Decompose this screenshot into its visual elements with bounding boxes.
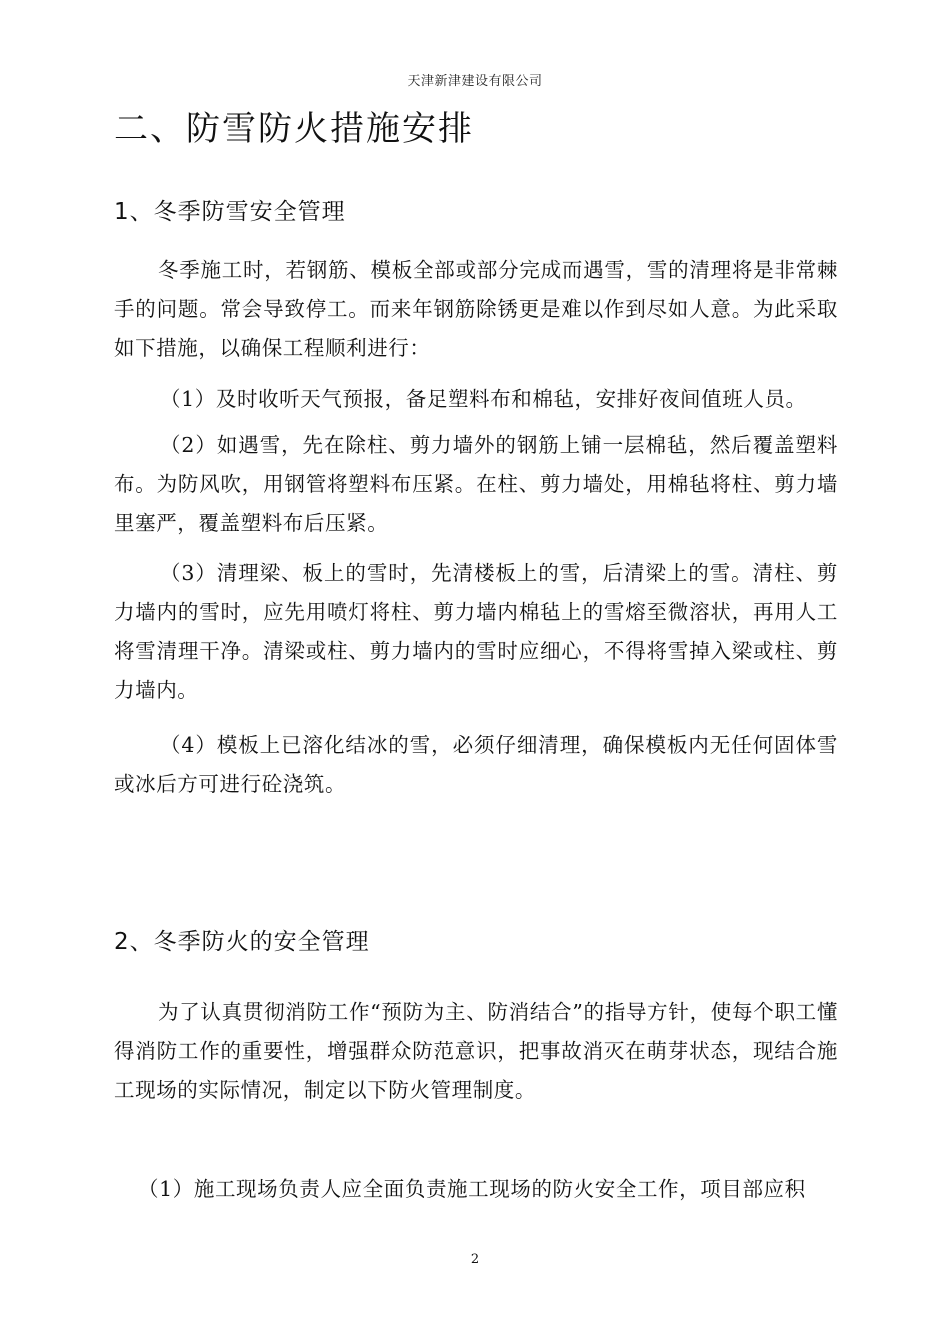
list-item-snow-1: （1）及时收听天气预报，备足塑料布和棉毡，安排好夜间值班人员。 [160, 387, 807, 411]
paragraph-fire-intro: 为了认真贯彻消防工作“预防为主、防消结合”的指导方针，使每个职工懂得消防工作的重要性，增强群众防范意识，把事故消灭在萌芽状态，现结合施工现场的实际情况，制定以下防火管理制度。 [114, 1000, 838, 1102]
page-title: 二、防雪防火措施安排 [114, 109, 474, 149]
list-item-snow-2: （2）如遇雪，先在除柱、剪力墙外的钢筋上铺一层棉毡，然后覆盖塑料布。为防风吹，用钢管将塑料布压紧。在柱、剪力墙处，用棉毡将柱、剪力墙里塞严，覆盖塑料布后压紧。 [114, 433, 838, 535]
page-header: 天津新津建设有限公司 [407, 74, 543, 89]
section-heading-snow: 1、冬季防雪安全管理 [114, 199, 346, 225]
paragraph-snow-intro: 冬季施工时，若钢筋、模板全部或部分完成而遇雪，雪的清理将是非常棘手的问题。常会导致停工。而来年钢筋除锈更是难以作到尽如人意。为此采取如下措施，以确保工程顺利进行： [114, 258, 838, 360]
list-item-fire-1: （1）施工现场负责人应全面负责施工现场的防火安全工作，项目部应积 [138, 1177, 806, 1201]
section-heading-fire: 2、冬季防火的安全管理 [114, 929, 370, 955]
list-item-snow-3: （3）清理梁、板上的雪时，先清楼板上的雪，后清梁上的雪。清柱、剪力墙内的雪时，应先用喷灯将柱、剪力墙内棉毡上的雪熔至微溶状，再用人工将雪清理干净。清梁或柱、剪力墙内的雪时应细心，不得将雪掉入梁或柱、剪力墙内。 [114, 561, 838, 702]
list-item-snow-4: （4）模板上已溶化结冰的雪，必须仔细清理，确保模板内无任何固体雪或冰后方可进行砼浇筑。 [114, 733, 838, 796]
page-number: 2 [470, 1252, 480, 1267]
